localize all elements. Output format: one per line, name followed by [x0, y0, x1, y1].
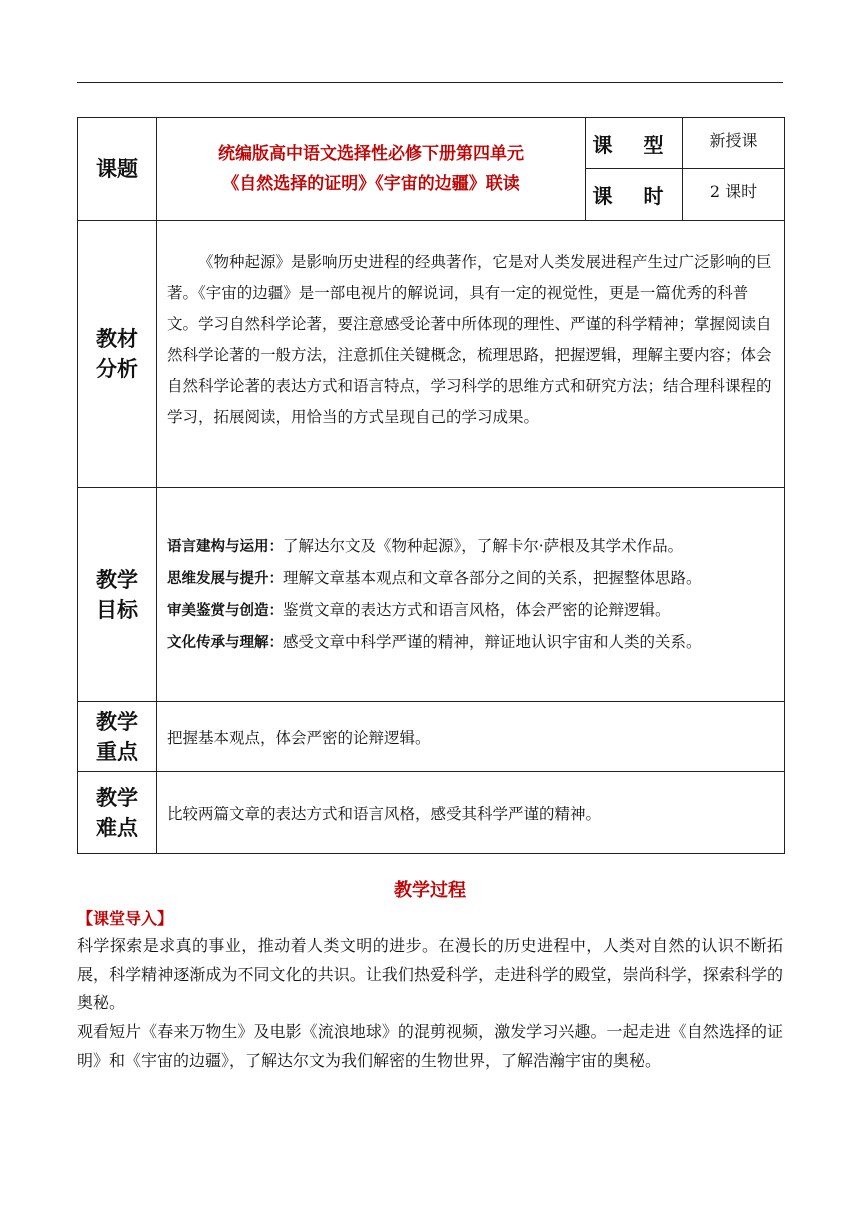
goal-key: 思维发展与提升： — [167, 570, 283, 587]
goals-label-line1: 教学 — [96, 567, 138, 592]
goal-key: 审美鉴赏与创造： — [167, 602, 283, 619]
analysis-label — [78, 221, 157, 488]
goals-label — [78, 488, 157, 702]
intro-heading: 【课堂导入】 — [77, 909, 174, 928]
goal-key: 语言建构与运用： — [167, 538, 283, 555]
header-rule — [77, 82, 783, 83]
topic-title — [157, 118, 586, 221]
goals-list — [157, 488, 785, 702]
process-title: 教学过程 — [394, 880, 466, 901]
topic-title-line2: 《自然选择的证明》《宇宙的边疆》联读 — [222, 174, 520, 194]
hours-value: 2 课时 — [683, 169, 785, 221]
goal-key: 文化传承与理解： — [167, 634, 283, 651]
focus-label-line2: 重点 — [96, 739, 138, 764]
goal-text: 感受文章中科学严谨的精神，辩证地认识宇宙和人类的关系。 — [283, 632, 702, 651]
intro-paragraph-1: 科学探索是求真的事业，推动着人类文明的进步。在漫长的历史进程中，人类对自然的认识不断拓展，科学精神逐渐成为不同文化的共识。让我们热爱科学，走进科学的殿堂，崇尚科学，探索科学的奥秘。 — [77, 936, 783, 1012]
goal-text: 了解达尔文及《物种起源》，了解卡尔·萨根及其学术作品。 — [283, 536, 684, 555]
topic-title-line1: 统编版高中语文选择性必修下册第四单元 — [218, 144, 524, 164]
analysis-text: 《物种起源》是影响历史进程的经典著作，它是对人类发展进程产生过广泛影响的巨著。《宇宙的边疆》是一部电视片的解说词，具有一定的视觉性，更是一篇优秀的科普文。学习自然科学论著，要注意感受论著中所体现的理性、严谨的科学精神；掌握阅读自然科学论著的一般方法，注意抓住关键概念，梳理思路，把握逻辑，理解主要内容；体会自然科学论著的表达方式和语言特点，学习科学的思维方式和研究方法；结合理科课程的学习，拓展阅读，用恰当的方式呈现自己的学习成果。 — [157, 221, 785, 488]
goal-item — [167, 531, 778, 563]
goal-item — [167, 627, 778, 659]
focus-label — [78, 702, 157, 772]
goal-item — [167, 563, 778, 595]
goal-text: 理解文章基本观点和文章各部分之间的关系，把握整体思路。 — [283, 568, 702, 587]
goal-text: 鉴赏文章的表达方式和语言风格，体会严密的论辩逻辑。 — [283, 600, 671, 619]
focus-label-line1: 教学 — [96, 709, 138, 734]
lesson-plan-table — [77, 117, 785, 854]
difficulty-text: 比较两篇文章的表达方式和语言风格，感受其科学严谨的精神。 — [157, 772, 785, 854]
topic-label: 课题 — [78, 118, 157, 221]
analysis-label-line2: 分析 — [96, 357, 138, 381]
intro-paragraph-2: 观看短片《春来万物生》及电影《流浪地球》的混剪视频，激发学习兴趣。一起走进《自然选择的证明》和《宇宙的边疆》，了解达尔文为我们解密的生物世界，了解浩瀚宇宙的奥秘。 — [77, 1022, 783, 1070]
analysis-label-line1: 教材 — [96, 327, 138, 351]
difficulty-label — [78, 772, 157, 854]
goal-item — [167, 595, 778, 627]
hours-label: 课 时 — [586, 169, 683, 221]
focus-text: 把握基本观点，体会严密的论辩逻辑。 — [157, 702, 785, 772]
type-value: 新授课 — [683, 118, 785, 169]
type-label: 课 型 — [586, 118, 683, 169]
goals-label-line2: 目标 — [96, 597, 138, 622]
difficulty-label-line2: 难点 — [96, 815, 138, 840]
difficulty-label-line1: 教学 — [96, 785, 138, 810]
